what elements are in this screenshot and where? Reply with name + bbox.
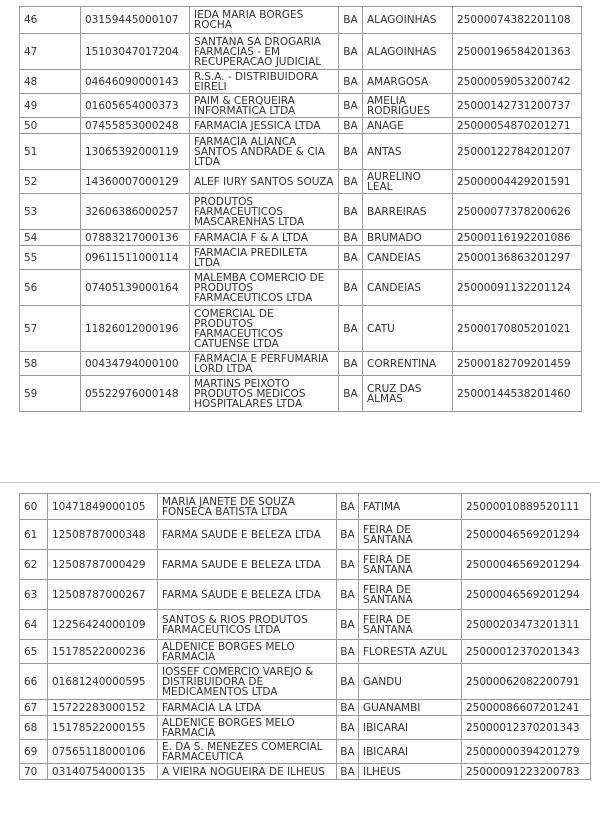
state-cell: BA	[339, 352, 363, 376]
process-number-cell: 25000077378200626	[453, 194, 582, 230]
municipality-cell: GANDU	[359, 664, 462, 700]
process-number-cell: 25000091223200783	[462, 764, 591, 780]
company-name-cell: MARTINS PEIXOTO PRODUTOS MEDICOS HOSPITALARES LTDA	[190, 376, 339, 412]
municipality-cell: CANDEIAS	[363, 246, 453, 270]
table-row	[20, 740, 591, 764]
table-row	[20, 134, 582, 170]
table-row	[20, 716, 591, 740]
cnpj-cell: 32606386000257	[81, 194, 190, 230]
process-number-cell: 25000054870201271	[453, 118, 582, 134]
state-cell: BA	[339, 70, 363, 94]
state-cell: BA	[339, 376, 363, 412]
process-number-cell: 25000004429201591	[453, 170, 582, 194]
state-cell: BA	[337, 520, 359, 550]
company-name-cell: PRODUTOS FARMACEUTICOS MASCARENHAS LTDA	[190, 194, 339, 230]
page-divider-line	[0, 482, 600, 483]
table-row	[20, 118, 582, 134]
table-row	[20, 246, 582, 270]
process-number-cell: 25000116192201086	[453, 230, 582, 246]
cnpj-cell: 07405139000164	[81, 270, 190, 306]
row-number: 67	[20, 700, 48, 716]
municipality-cell: ILHEUS	[359, 764, 462, 780]
row-number: 63	[20, 580, 48, 610]
row-number: 66	[20, 664, 48, 700]
row-number: 54	[20, 230, 81, 246]
establishments-table-part-2	[19, 493, 591, 780]
company-name-cell: A VIEIRA NOGUEIRA DE ILHEUS	[158, 764, 337, 780]
company-name-cell: FARMACIA F & A LTDA	[190, 230, 339, 246]
process-number-cell: 25000000394201279	[462, 740, 591, 764]
cnpj-cell: 10471849000105	[48, 494, 158, 520]
state-cell: BA	[337, 716, 359, 740]
company-name-cell: ALDENICE BORGES MELO FARMACIA	[158, 716, 337, 740]
row-number: 62	[20, 550, 48, 580]
cnpj-cell: 12508787000267	[48, 580, 158, 610]
state-cell: BA	[339, 230, 363, 246]
table-row	[20, 306, 582, 352]
municipality-cell: FEIRA DE SANTANA	[359, 580, 462, 610]
company-name-cell: FARMA SAUDE E BELEZA LTDA	[158, 550, 337, 580]
table-row	[20, 7, 582, 34]
row-number: 49	[20, 94, 81, 118]
municipality-cell: ALAGOINHAS	[363, 34, 453, 70]
process-number-cell: 25000086607201241	[462, 700, 591, 716]
municipality-cell: ANTAS	[363, 134, 453, 170]
table-row	[20, 664, 591, 700]
row-number: 56	[20, 270, 81, 306]
state-cell: BA	[339, 7, 363, 34]
table-row	[20, 520, 591, 550]
row-number: 48	[20, 70, 81, 94]
cnpj-cell: 09611511000114	[81, 246, 190, 270]
municipality-cell: AMARGOSA	[363, 70, 453, 94]
row-number: 46	[20, 7, 81, 34]
state-cell: BA	[339, 306, 363, 352]
company-name-cell: E. DA S. MENEZES COMERCIAL FARMACEUTICA	[158, 740, 337, 764]
process-number-cell: 25000142731200737	[453, 94, 582, 118]
municipality-cell: GUANAMBI	[359, 700, 462, 716]
cnpj-cell: 07883217000136	[81, 230, 190, 246]
cnpj-cell: 03159445000107	[81, 7, 190, 34]
row-number: 69	[20, 740, 48, 764]
municipality-cell: BARREIRAS	[363, 194, 453, 230]
state-cell: BA	[337, 764, 359, 780]
row-number: 59	[20, 376, 81, 412]
process-number-cell: 25000046569201294	[462, 550, 591, 580]
state-cell: BA	[339, 134, 363, 170]
cnpj-cell: 15178522000236	[48, 640, 158, 664]
cnpj-cell: 11826012000196	[81, 306, 190, 352]
row-number: 50	[20, 118, 81, 134]
municipality-cell: CRUZ DAS ALMAS	[363, 376, 453, 412]
table-row	[20, 550, 591, 580]
cnpj-cell: 04646090000143	[81, 70, 190, 94]
process-number-cell: 25000091132201124	[453, 270, 582, 306]
row-number: 58	[20, 352, 81, 376]
row-number: 64	[20, 610, 48, 640]
row-number: 52	[20, 170, 81, 194]
cnpj-cell: 07455853000248	[81, 118, 190, 134]
table-row	[20, 230, 582, 246]
state-cell: BA	[337, 494, 359, 520]
establishments-table-part-1	[19, 6, 582, 412]
row-number: 57	[20, 306, 81, 352]
row-number: 51	[20, 134, 81, 170]
row-number: 53	[20, 194, 81, 230]
row-number: 47	[20, 34, 81, 70]
process-number-cell: 25000144538201460	[453, 376, 582, 412]
company-name-cell: FARMACIA PREDILETA LTDA	[190, 246, 339, 270]
company-name-cell: ALDENICE BORGES MELO FARMACIA	[158, 640, 337, 664]
process-number-cell: 25000012370201343	[462, 716, 591, 740]
table-row	[20, 170, 582, 194]
cnpj-cell: 15722283000152	[48, 700, 158, 716]
process-number-cell: 25000170805201021	[453, 306, 582, 352]
row-number: 60	[20, 494, 48, 520]
process-number-cell: 25000010889520111	[462, 494, 591, 520]
process-number-cell: 25000203473201311	[462, 610, 591, 640]
municipality-cell: ANAGE	[363, 118, 453, 134]
company-name-cell: FARMA SAUDE E BELEZA LTDA	[158, 580, 337, 610]
company-name-cell: PAIM & CERQUEIRA INFORMATICA LTDA	[190, 94, 339, 118]
cnpj-cell: 12508787000429	[48, 550, 158, 580]
company-name-cell: COMERCIAL DE PRODUTOS FARMACEUTICOS CATUENSE LTDA	[190, 306, 339, 352]
company-name-cell: ALEF IURY SANTOS SOUZA	[190, 170, 339, 194]
table-row	[20, 70, 582, 94]
table-row	[20, 580, 591, 610]
municipality-cell: FEIRA DE SANTANA	[359, 550, 462, 580]
state-cell: BA	[337, 610, 359, 640]
process-number-cell: 25000196584201363	[453, 34, 582, 70]
table-row	[20, 270, 582, 306]
company-name-cell: FARMACIA ALIANCA SANTOS ANDRADE & CIA LTDA	[190, 134, 339, 170]
table-row	[20, 376, 582, 412]
cnpj-cell: 12508787000348	[48, 520, 158, 550]
municipality-cell: CATU	[363, 306, 453, 352]
state-cell: BA	[337, 640, 359, 664]
company-name-cell: SANTANA SA DROGARIA FARMACIAS - EM RECUPERACAO JUDICIAL	[190, 34, 339, 70]
row-number: 65	[20, 640, 48, 664]
cnpj-cell: 01681240000595	[48, 664, 158, 700]
state-cell: BA	[337, 700, 359, 716]
process-number-cell: 25000074382201108	[453, 7, 582, 34]
company-name-cell: MALEMBA COMERCIO DE PRODUTOS FARMACEUTICOS LTDA	[190, 270, 339, 306]
cnpj-cell: 15103047017204	[81, 34, 190, 70]
municipality-cell: FATIMA	[359, 494, 462, 520]
process-number-cell: 25000136863201297	[453, 246, 582, 270]
company-name-cell: FARMACIA LA LTDA	[158, 700, 337, 716]
company-name-cell: IEDA MARIA BORGES ROCHA	[190, 7, 339, 34]
state-cell: BA	[337, 664, 359, 700]
municipality-cell: BRUMADO	[363, 230, 453, 246]
company-name-cell: FARMACIA JESSICA LTDA	[190, 118, 339, 134]
company-name-cell: FARMACIA E PERFUMARIA LORD LTDA	[190, 352, 339, 376]
state-cell: BA	[339, 94, 363, 118]
table-row	[20, 764, 591, 780]
cnpj-cell: 03140754000135	[48, 764, 158, 780]
cnpj-cell: 00434794000100	[81, 352, 190, 376]
state-cell: BA	[339, 118, 363, 134]
municipality-cell: FEIRA DE SANTANA	[359, 610, 462, 640]
table-row	[20, 34, 582, 70]
company-name-cell: IOSSEF COMERCIO VAREJO & DISTRIBUIDORA DE MEDICAMENTOS LTDA	[158, 664, 337, 700]
process-number-cell: 25000182709201459	[453, 352, 582, 376]
table-row	[20, 610, 591, 640]
table-row	[20, 194, 582, 230]
state-cell: BA	[337, 580, 359, 610]
state-cell: BA	[339, 194, 363, 230]
table-row	[20, 700, 591, 716]
table-row	[20, 352, 582, 376]
cnpj-cell: 01605654000373	[81, 94, 190, 118]
table-row	[20, 640, 591, 664]
table-row	[20, 94, 582, 118]
cnpj-cell: 12256424000109	[48, 610, 158, 640]
municipality-cell: CANDEIAS	[363, 270, 453, 306]
row-number: 61	[20, 520, 48, 550]
municipality-cell: ALAGOINHAS	[363, 7, 453, 34]
company-name-cell: MARIA JANETE DE SOUZA FONSECA BATISTA LTDA	[158, 494, 337, 520]
cnpj-cell: 14360007000129	[81, 170, 190, 194]
state-cell: BA	[337, 740, 359, 764]
process-number-cell: 25000059053200742	[453, 70, 582, 94]
municipality-cell: IBICARAI	[359, 740, 462, 764]
state-cell: BA	[339, 170, 363, 194]
row-number: 68	[20, 716, 48, 740]
process-number-cell: 25000062082200791	[462, 664, 591, 700]
state-cell: BA	[337, 550, 359, 580]
cnpj-cell: 15178522000155	[48, 716, 158, 740]
company-name-cell: R.S.A. - DISTRIBUIDORA EIRELI	[190, 70, 339, 94]
state-cell: BA	[339, 270, 363, 306]
cnpj-cell: 05522976000148	[81, 376, 190, 412]
table-row	[20, 494, 591, 520]
process-number-cell: 25000046569201294	[462, 520, 591, 550]
municipality-cell: FLORESTA AZUL	[359, 640, 462, 664]
company-name-cell: SANTOS & RIOS PRODUTOS FARMACEUTICOS LTDA	[158, 610, 337, 640]
municipality-cell: AMELIA RODRIGUES	[363, 94, 453, 118]
state-cell: BA	[339, 246, 363, 270]
municipality-cell: IBICARAI	[359, 716, 462, 740]
process-number-cell: 25000012370201343	[462, 640, 591, 664]
process-number-cell: 25000046569201294	[462, 580, 591, 610]
municipality-cell: AURELINO LEAL	[363, 170, 453, 194]
cnpj-cell: 13065392000119	[81, 134, 190, 170]
company-name-cell: FARMA SAUDE E BELEZA LTDA	[158, 520, 337, 550]
municipality-cell: FEIRA DE SANTANA	[359, 520, 462, 550]
row-number: 70	[20, 764, 48, 780]
row-number: 55	[20, 246, 81, 270]
process-number-cell: 25000122784201207	[453, 134, 582, 170]
state-cell: BA	[339, 34, 363, 70]
municipality-cell: CORRENTINA	[363, 352, 453, 376]
cnpj-cell: 07565118000106	[48, 740, 158, 764]
